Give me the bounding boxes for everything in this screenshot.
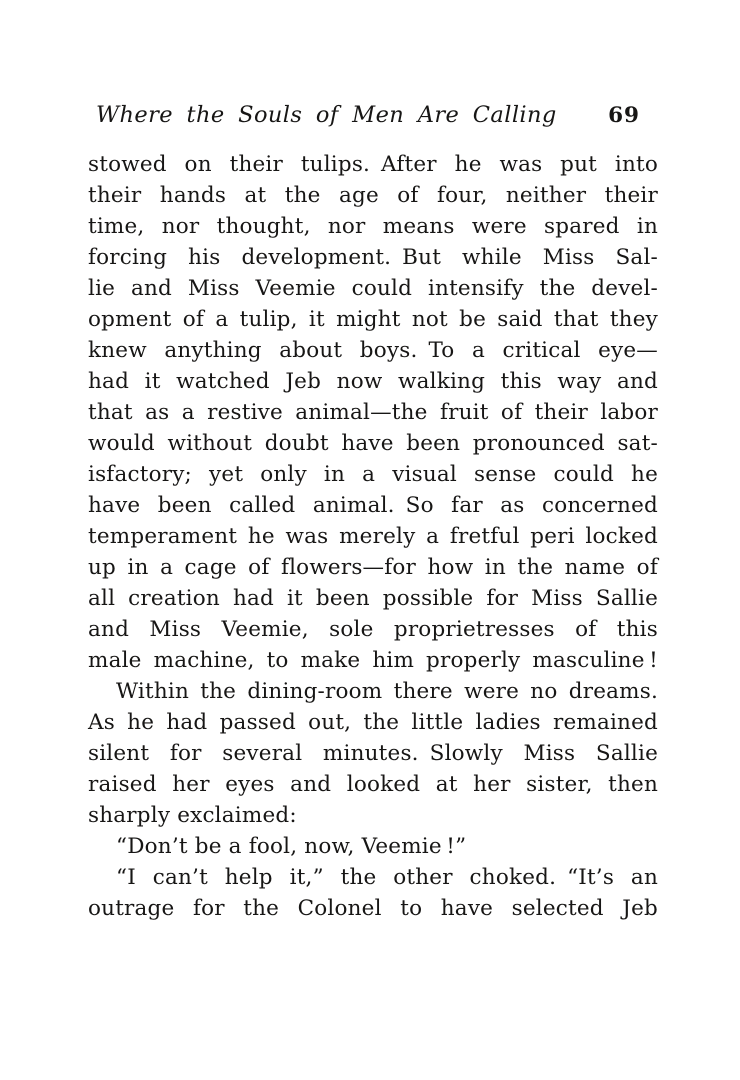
text-line: “Don’t be a fool, now, Veemie !”: [116, 834, 467, 859]
text-line: knew anything about boys. To a critical eye—: [88, 338, 658, 363]
text-line: raised her eyes and looked at her sister, then: [88, 772, 658, 797]
page-body: [88, 149, 658, 924]
text-line: male machine, to make him properly masculine !: [88, 648, 658, 673]
text-line: “I can’t help it,” the other choked. “It’s an: [116, 865, 658, 890]
text-line: have been called animal. So far as concerned: [88, 493, 658, 518]
text-line: their hands at the age of four, neither their: [88, 183, 658, 208]
text-line: stowed on their tulips. After he was put into: [88, 152, 658, 177]
text-line: lie and Miss Veemie could intensify the devel-: [88, 276, 658, 301]
text-line: and Miss Veemie, sole proprietresses of this: [88, 617, 658, 642]
page-number: 69: [608, 103, 640, 128]
text-line: up in a cage of flowers—for how in the name of: [88, 555, 658, 580]
text-line: all creation had it been possible for Miss Sallie: [88, 586, 658, 611]
text-line: time, nor thought, nor means were spared in: [88, 214, 658, 239]
text-line: Within the dining-room there were no dreams.: [116, 679, 658, 704]
text-line: that as a restive animal—the fruit of their labor: [88, 400, 658, 425]
running-header: [88, 102, 658, 128]
text-line: sharply exclaimed:: [88, 803, 297, 828]
text-line: would without doubt have been pronounced sat-: [88, 431, 658, 456]
text-line: forcing his development. But while Miss Sal-: [88, 245, 658, 270]
text-line: had it watched Jeb now walking this way and: [88, 369, 658, 394]
text-line: As he had passed out, the little ladies remained: [88, 710, 658, 735]
text-line: outrage for the Colonel to have selected Jeb: [88, 896, 658, 921]
text-line: silent for several minutes. Slowly Miss Sallie: [88, 741, 658, 766]
text-line: opment of a tulip, it might not be said that they: [88, 307, 658, 332]
text-line: temperament he was merely a fretful peri locked: [88, 524, 658, 549]
header-title: Where the Souls of Men Are Calling: [96, 102, 557, 128]
text-line: isfactory; yet only in a visual sense could he: [88, 462, 658, 487]
